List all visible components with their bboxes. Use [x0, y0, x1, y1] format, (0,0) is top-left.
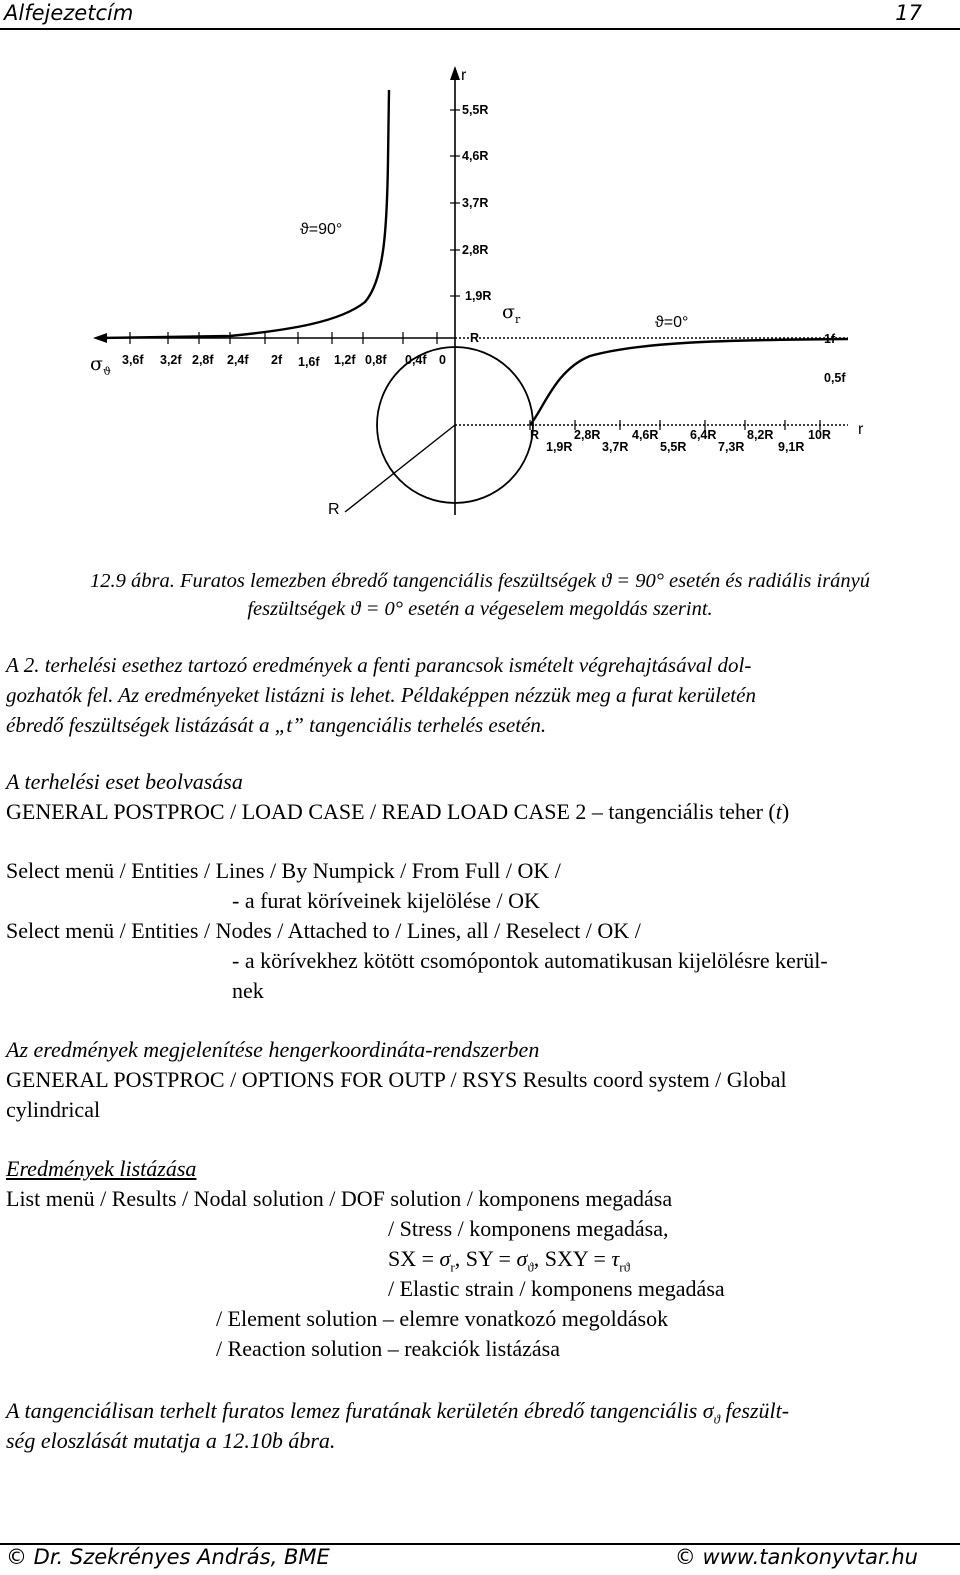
svg-text:R: R	[470, 331, 480, 345]
list-command-1: List menü / Results / Nodal solution / DOF solution / komponens megadása	[6, 1186, 673, 1211]
svg-text:3,7R: 3,7R	[602, 440, 629, 454]
intro-line-3: ébredő feszültségek listázását a „t” tangenciális terhelés esetén.	[6, 713, 547, 737]
svg-text:5,5R: 5,5R	[660, 440, 687, 454]
read-heading: A terhelési eset beolvasása	[6, 769, 243, 794]
svg-text:0,4f: 0,4f	[405, 353, 427, 367]
list-command-6: / Reaction solution – reakciók listázása	[216, 1336, 560, 1361]
results-heading: Eredmények listázása	[6, 1156, 197, 1181]
header-rule	[0, 28, 960, 30]
radius-line	[345, 425, 455, 512]
r-axis-label-top: r	[461, 67, 467, 84]
closing-line-2: ség eloszlását mutatja a 12.10b ábra.	[6, 1428, 336, 1453]
list-command-3: SX = $\sigma_r$, SY = $\sigma_ϑ$, SXY = $\tau_{rϑ}$	[388, 1246, 630, 1275]
select-command-2: Select menü / Entities / Nodes / Attached to / Lines, all / Reselect / OK /	[6, 918, 641, 943]
svg-text:1,9R: 1,9R	[465, 289, 492, 303]
svg-text:2,8R: 2,8R	[462, 243, 489, 257]
list-command-2: / Stress / komponens megadása,	[388, 1216, 669, 1241]
display-command-1: GENERAL POSTPROC / OPTIONS FOR OUTP / RSYS Results coord system / Global	[6, 1067, 787, 1092]
select-command-2-detail-1: - a körívekhez kötött csomópontok automatikusan kijelölésre kerül-	[232, 948, 828, 973]
svg-text:2,4f: 2,4f	[227, 353, 249, 367]
select-command-1: Select menü / Entities / Lines / By Numpick / From Full / OK /	[6, 858, 561, 883]
sigma-theta-label: $\sigma_ϑ$	[90, 353, 111, 378]
svg-text:5,5R: 5,5R	[462, 103, 489, 117]
display-heading: Az eredmények megjelenítése hengerkoordináta-rendszerben	[6, 1037, 540, 1062]
r-axis-label-right: r	[858, 421, 864, 438]
sigma-theta-curve	[100, 90, 389, 338]
select-command-2-detail-2: nek	[232, 978, 264, 1003]
intro-line-2: gozhatók fel. Az eredményeket listázni is lehet. Példaképpen nézzük meg a furat kerületén	[6, 683, 756, 707]
r-axis-tick-labels-bottom	[546, 440, 804, 454]
svg-text:9,1R: 9,1R	[778, 440, 805, 454]
svg-text:1,6f: 1,6f	[298, 355, 320, 369]
svg-text:8,2R: 8,2R	[747, 428, 774, 442]
svg-text:0,8f: 0,8f	[365, 353, 387, 367]
theta-0-label: ϑ=0°	[655, 314, 689, 331]
read-command: GENERAL POSTPROC / LOAD CASE / READ LOAD CASE 2 – tangenciális teher (t)	[6, 799, 790, 824]
page-number: 17	[895, 1, 922, 25]
svg-text:0,5f: 0,5f	[824, 371, 846, 385]
svg-text:1,9R: 1,9R	[546, 440, 573, 454]
svg-text:2,8R: 2,8R	[574, 428, 601, 442]
svg-text:1f: 1f	[824, 332, 836, 346]
svg-text:3,6f: 3,6f	[122, 353, 144, 367]
svg-text:1,2f: 1,2f	[334, 353, 356, 367]
svg-text:10R: 10R	[808, 428, 831, 442]
footer-author: © Dr. Szekrényes András, BME	[6, 1545, 330, 1569]
intro-line-1: A 2. terhelési esethez tartozó eredmények a fenti parancsok ismételt végrehajtásával dol-	[6, 653, 752, 677]
left-axis-tick-labels	[122, 353, 446, 369]
svg-text:7,3R: 7,3R	[718, 440, 745, 454]
svg-text:2,8f: 2,8f	[192, 353, 214, 367]
closing-line-1: A tangenciálisan terhelt furatos lemez furatának kerületén ébredő tangenciális $\sigma_ϑ$ feszült-	[6, 1398, 790, 1427]
sigma-r-label: $\sigma_r$	[502, 301, 521, 326]
figure-caption-line-2: feszültségek ϑ = 0° esetén a végeselem megoldás szerint.	[247, 598, 713, 620]
figure-caption-line-1: 12.9 ábra. Furatos lemezben ébredő tangenciális feszültségek ϑ = 90° esetén és radiális irányú	[89, 570, 871, 592]
svg-text:0: 0	[439, 353, 446, 367]
svg-text:4,6R: 4,6R	[462, 149, 489, 163]
chapter-title: Alfejezetcím	[4, 1, 134, 25]
svg-text:3,2f: 3,2f	[160, 353, 182, 367]
footer-website: © www.tankonyvtar.hu	[674, 1545, 918, 1569]
list-command-4: / Elastic strain / komponens megadása	[388, 1276, 725, 1301]
theta-90-label: ϑ=90°	[300, 221, 343, 238]
svg-text:R: R	[530, 428, 540, 442]
svg-text:4,6R: 4,6R	[632, 428, 659, 442]
stress-distribution-figure	[0, 50, 960, 520]
select-command-1-detail: - a furat köríveinek kijelölése / OK	[232, 888, 540, 913]
svg-text:2f: 2f	[271, 353, 283, 367]
radius-label: R	[328, 501, 340, 518]
sigma-r-curve	[530, 339, 848, 425]
list-command-5: / Element solution – elemre vonatkozó megoldások	[216, 1306, 669, 1331]
svg-text:6,4R: 6,4R	[690, 428, 717, 442]
display-command-2: cylindrical	[6, 1097, 101, 1122]
page-header	[0, 0, 960, 28]
svg-text:3,7R: 3,7R	[462, 196, 489, 210]
